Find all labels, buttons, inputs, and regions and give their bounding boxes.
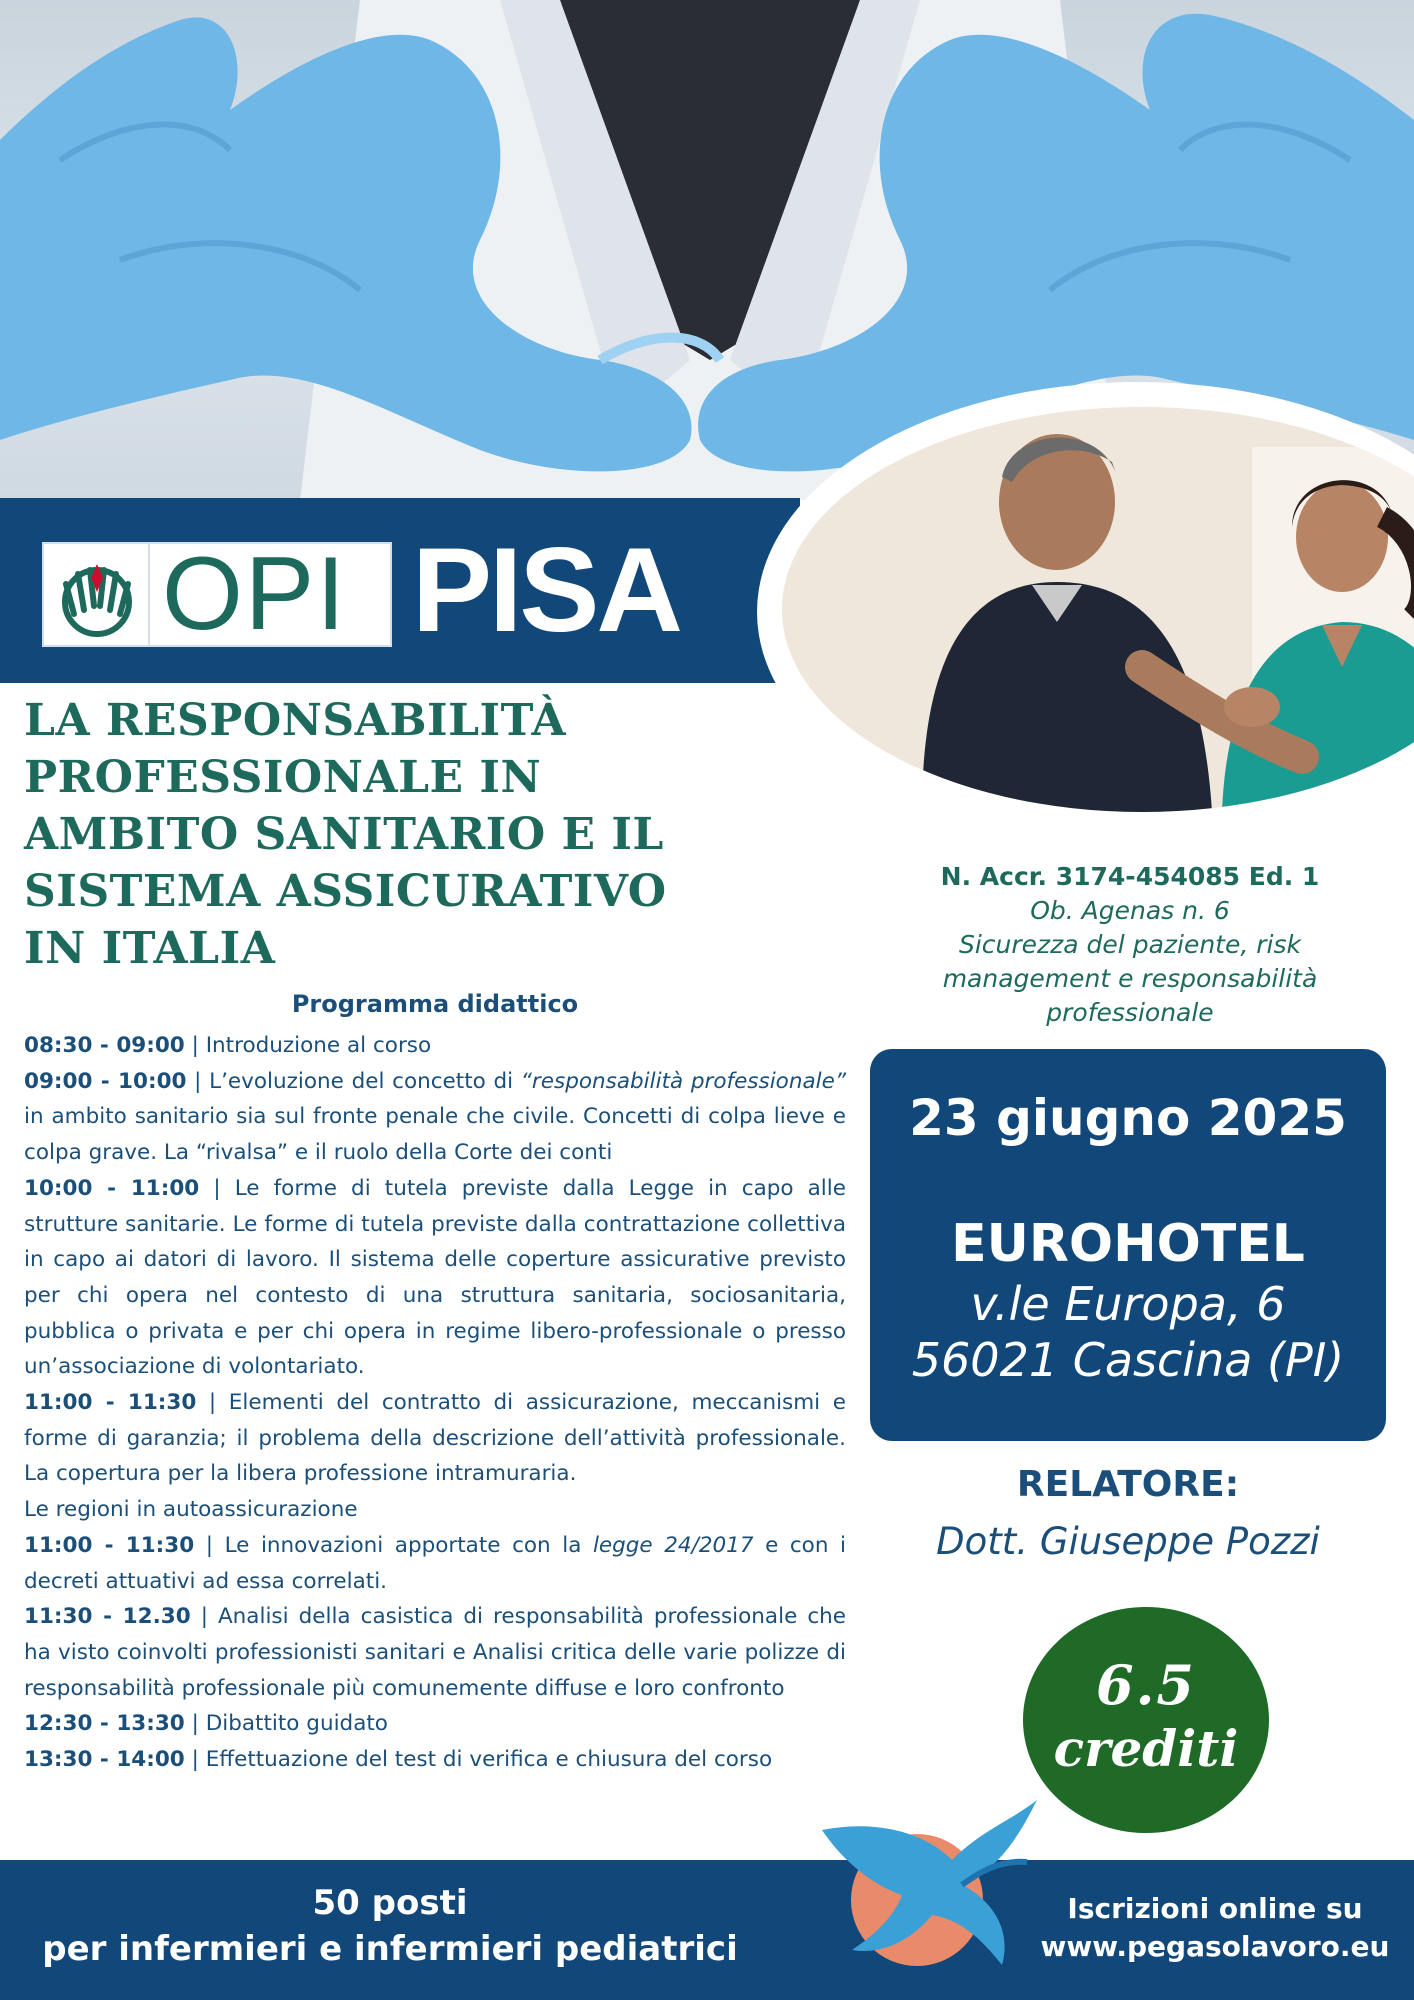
venue-address: v.le Europa, 6 <box>970 1277 1286 1331</box>
accreditation-info <box>870 860 1390 1030</box>
program-item <box>24 1492 846 1528</box>
program-item <box>24 1064 846 1171</box>
seats-info <box>30 1880 750 1972</box>
venue-city: 56021 Cascina (PI) <box>911 1333 1345 1387</box>
seats-audience: per infermieri e infermieri pediatrici <box>42 1929 738 1969</box>
pegaso-logo-icon <box>812 1790 1042 1970</box>
course-title <box>24 692 724 977</box>
hands-emblem-icon <box>44 544 150 645</box>
agenas-objective: Ob. Agenas n. 6 <box>1030 896 1230 925</box>
credits-badge <box>1023 1607 1269 1833</box>
city-name: PISA <box>412 523 681 657</box>
program-item <box>24 1028 846 1064</box>
program-text: | Analisi della casistica di responsabilità professionale che ha visto coinvolti professionisti sanitari e Analisi critica delle varie polizze di responsabilità professionale più comunemente diffuse e loro confronto <box>24 1604 846 1701</box>
program-time: 11:30 - 12.30 <box>24 1604 191 1630</box>
accreditation-topic: management e responsabilità <box>942 964 1318 993</box>
title-line: PROFESSIONALE IN <box>24 752 542 803</box>
program-text: | Le innovazioni apportate con la <box>194 1532 593 1558</box>
program-time: 13:30 - 14:00 <box>24 1747 185 1773</box>
opi-logo <box>42 536 392 652</box>
title-line: SISTEMA ASSICURATIVO <box>24 866 667 917</box>
program-item <box>24 1528 846 1599</box>
program-item <box>24 1171 846 1385</box>
event-date: 23 giugno 2025 <box>909 1089 1347 1147</box>
program-time: 10:00 - 11:00 <box>24 1175 200 1201</box>
logo-text: OPI <box>162 536 348 652</box>
program-item <box>24 1599 846 1706</box>
event-details-box <box>870 1049 1386 1441</box>
accreditation-topic: Sicurezza del paziente, risk <box>958 930 1301 959</box>
program-time: 08:30 - 09:00 <box>24 1033 185 1058</box>
venue-name: EUROHOTEL <box>951 1214 1305 1274</box>
title-line: IN ITALIA <box>24 923 276 974</box>
program-text: | L’evoluzione del concetto di <box>186 1068 521 1094</box>
signup-website-link[interactable]: www.pegasolavoro.eu <box>1040 1930 1390 1963</box>
program-item <box>24 1706 846 1742</box>
title-line: LA RESPONSABILITÀ <box>24 695 567 746</box>
program-time: 11:00 - 11:30 <box>24 1390 197 1416</box>
program-text-emphasis: legge 24/2017 <box>592 1532 754 1558</box>
speaker-name: Dott. Giuseppe Pozzi <box>936 1520 1320 1563</box>
title-line: AMBITO SANITARIO E IL <box>24 809 664 860</box>
program-text: | Elementi del contratto di assicurazione, meccanismi e forme di garanzia; il problema della descrizione dell’attività professionale. La copertura per la libera professione intramuraria. <box>24 1390 846 1487</box>
program-item <box>24 1742 846 1778</box>
program-text: in ambito sanitario sia sul fronte penale che civile. Concetti di colpa lieve e colpa grave. La “rivalsa” e il ruolo della Corte dei conti <box>24 1104 846 1166</box>
program-item <box>24 1385 846 1492</box>
program-time: 09:00 - 10:00 <box>24 1068 187 1094</box>
program-text-emphasis: “responsabilità professionale” <box>520 1068 846 1094</box>
program-list <box>24 1028 846 1778</box>
signup-label: Iscrizioni online su <box>1067 1892 1363 1925</box>
program-text: Le regioni in autoassicurazione <box>24 1497 358 1523</box>
program-text: e con i decreti attuativi ad essa correlati. <box>24 1532 846 1594</box>
speaker-label: RELATORE: <box>1016 1464 1240 1505</box>
program-text: | Dibattito guidato <box>184 1711 388 1737</box>
program-text: | Effettuazione del test di verifica e chiusura del corso <box>184 1747 773 1773</box>
program-time: 12:30 - 13:30 <box>24 1711 185 1737</box>
signup-info <box>1020 1890 1410 1966</box>
credits-number: 6.5 <box>1096 1653 1196 1717</box>
program-heading: Programma didattico <box>291 990 579 1018</box>
accreditation-topic: professionale <box>1046 998 1214 1027</box>
program-text: | Introduzione al corso <box>184 1033 432 1058</box>
program-time: 11:00 - 11:30 <box>24 1532 195 1558</box>
seats-count: 50 posti <box>312 1883 468 1923</box>
program-text: | Le forme di tutela previste dalla Legge in capo alle strutture sanitarie. Le forme di tutela previste dalla contrattazione collettiva in capo ai datori di lavoro. Il sistema delle coperture assicurative previsto per chi opera nel contesto di una struttura sanitaria, sociosanitaria, pubblica o privata e per chi opera in regime libero-professionale o presso un’associazione di volontariato. <box>24 1175 846 1380</box>
credits-label: crediti <box>1053 1719 1239 1778</box>
accreditation-number: N. Accr. 3174-454085 Ed. 1 <box>940 862 1320 891</box>
